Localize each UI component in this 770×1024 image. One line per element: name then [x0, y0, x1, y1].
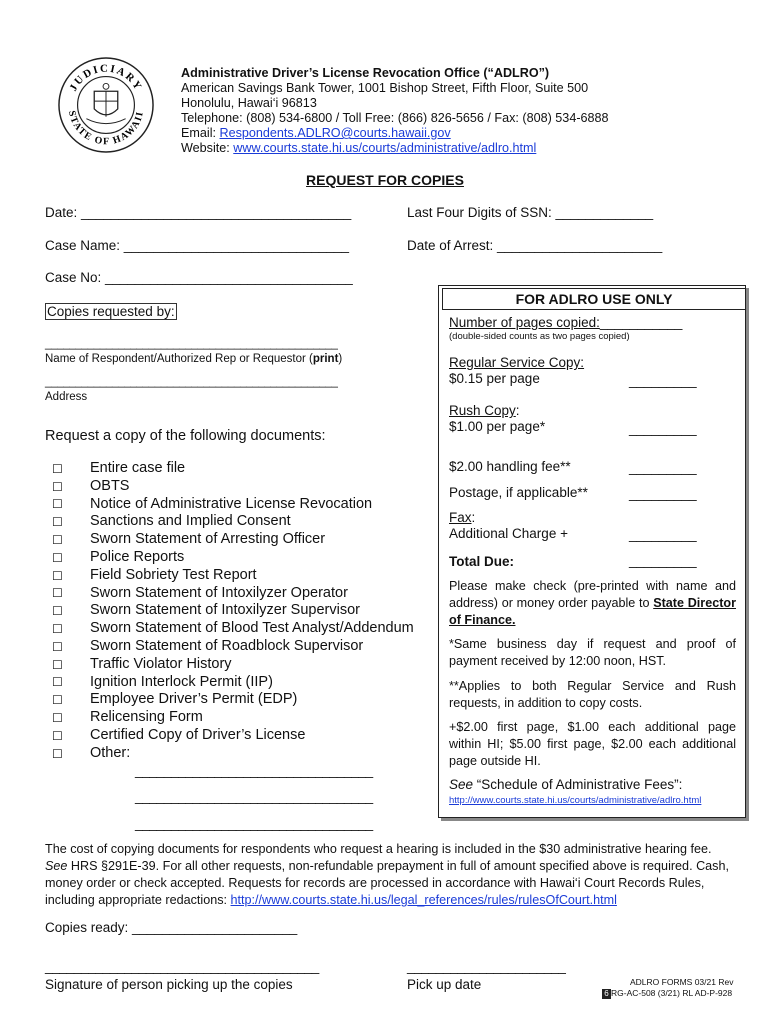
document-item-label: Sworn Statement of Intoxilyzer Supervisor [90, 602, 360, 619]
checkbox-icon[interactable]: ☐ [52, 586, 63, 601]
document-checklist-item[interactable] [52, 513, 414, 531]
form-title: REQUEST FOR COPIES [306, 172, 464, 188]
document-checklist-item[interactable] [52, 531, 414, 549]
regular-price: $0.15 per page [449, 371, 540, 386]
document-item-label: Traffic Violator History [90, 655, 232, 672]
pages-copied-label: Number of pages copied: [449, 315, 600, 330]
checkbox-icon[interactable]: ☐ [52, 479, 63, 494]
total-due-blank[interactable]: _________ [629, 553, 697, 568]
checkbox-icon[interactable]: ☐ [52, 711, 63, 726]
document-checklist-item[interactable] [52, 745, 414, 763]
document-checklist-item[interactable] [52, 656, 414, 674]
svg-text:STATE OF HAWAII: STATE OF HAWAII [65, 109, 147, 148]
postage-blank[interactable]: _________ [629, 486, 697, 501]
form-id-line1: ADLRO FORMS 03/21 Rev [630, 977, 734, 987]
other-line-3[interactable]: _________________________________ [135, 816, 373, 831]
website-label: Website: [181, 141, 234, 155]
document-checklist-item[interactable] [52, 567, 414, 585]
rush-label-row: Rush Copy: [449, 403, 520, 418]
regular-service-label: Regular Service Copy: [449, 355, 585, 370]
form-id-line2: 6 RG-AC-508 (3/21) RL AD-P-928 [602, 988, 732, 999]
handling-fee-blank[interactable]: _________ [629, 460, 697, 475]
document-item-label: Employee Driver’s Permit (EDP) [90, 691, 298, 708]
office-header [181, 66, 609, 156]
adlro-box-title: FOR ADLRO USE ONLY [442, 288, 746, 310]
date-field[interactable]: Date: ____________________________________ [45, 205, 352, 220]
document-checklist-item[interactable] [52, 496, 414, 514]
document-checklist-item[interactable] [52, 727, 414, 745]
rush-price: $1.00 per page* [449, 419, 546, 434]
document-item-label: OBTS [90, 477, 130, 494]
copies-requested-by-label: Copies requested by: [47, 304, 175, 319]
address-label: Address [45, 391, 88, 403]
document-item-label: Sworn Statement of Blood Test Analyst/Addendum [90, 620, 414, 637]
rules-url-link[interactable]: http://www.courts.state.hi.us/legal_references/rules/rulesOfCourt.html [230, 893, 617, 907]
document-checklist-item[interactable] [52, 709, 414, 727]
case-name-field[interactable]: Case Name: ______________________________ [45, 238, 350, 253]
document-item-label: Entire case file [90, 460, 186, 476]
payment-note: Please make check (pre-printed with name and address) or money order payable to State Director of Finance. [449, 579, 736, 627]
office-address-line2: Honolulu, Hawai‘i 96813 [181, 96, 317, 110]
checkbox-icon[interactable]: ☐ [52, 533, 63, 548]
signature-label: Signature of person picking up the copies [45, 977, 293, 992]
postage-label: Postage, if applicable** [449, 485, 588, 500]
checkbox-icon[interactable]: ☐ [52, 461, 63, 476]
document-checklist-item[interactable] [52, 691, 414, 709]
regular-blank[interactable]: _________ [629, 373, 697, 388]
document-item-label: Relicensing Form [90, 709, 203, 726]
documents-heading: Request a copy of the following documents: [45, 428, 326, 444]
applies-note: **Applies to both Regular Service and Rush requests, in addition to copy costs. [449, 679, 736, 710]
checkbox-icon[interactable]: ☐ [52, 568, 63, 583]
form-number-icon: 6 [602, 989, 611, 999]
checkbox-icon[interactable]: ☐ [52, 746, 63, 761]
document-item-label: Sworn Statement of Roadblock Supervisor [90, 637, 364, 654]
checkbox-icon[interactable]: ☐ [52, 639, 63, 654]
checkbox-icon[interactable]: ☐ [52, 622, 63, 637]
document-item-label: Certified Copy of Driver’s License [90, 726, 306, 743]
document-checklist-item[interactable] [52, 549, 414, 567]
document-checklist-item[interactable] [52, 478, 414, 496]
website-link[interactable]: www.courts.state.hi.us/courts/administrative/adlro.html [233, 141, 537, 155]
handling-fee-label: $2.00 handling fee** [449, 459, 571, 474]
checkbox-icon[interactable]: ☐ [52, 497, 63, 512]
checkbox-icon[interactable]: ☐ [52, 675, 63, 690]
office-email-row [181, 126, 609, 141]
document-checklist-item[interactable] [52, 602, 414, 620]
document-item-label: Police Reports [90, 548, 185, 565]
fees-url-link[interactable]: http://www.courts.state.hi.us/courts/administrative/adlro.html [449, 795, 702, 806]
other-line-1[interactable]: _________________________________ [135, 763, 373, 778]
document-item-label: Sworn Statement of Arresting Officer [90, 531, 326, 548]
document-checklist [52, 460, 414, 763]
document-checklist-item[interactable] [52, 620, 414, 638]
document-checklist-item[interactable] [52, 674, 414, 692]
checkbox-icon[interactable]: ☐ [52, 550, 63, 565]
document-item-label: Ignition Interlock Permit (IIP) [90, 673, 273, 690]
name-label: Name of Respondent/Authorized Rep or Requestor (print) [45, 353, 343, 365]
svg-text:JUDICIARY: JUDICIARY [67, 62, 145, 94]
cost-paragraph: The cost of copying documents for respondents who request a hearing is included in the $30 administrative hearing fee. See HRS §291E-39. For all other requests, non-refundable prepayment in full of amount specified above is required. Cash, money order or check accepted. Requests for records are processed in accordance with Hawai‘i Court Records Rules, including appropriate redactions: http://www.courts.state.hi.us/legal_references/rules/rulesOfCourt.html [45, 842, 729, 907]
email-label: Email: [181, 126, 220, 140]
document-checklist-item[interactable] [52, 460, 414, 478]
pages-note: (double-sided counts as two pages copied) [449, 331, 630, 342]
pages-copied-blank[interactable]: ___________ [599, 315, 683, 330]
same-day-note: *Same business day if request and proof of payment received by 12:00 noon, HST. [449, 637, 736, 668]
pickup-date-label: Pick up date [407, 977, 482, 992]
document-checklist-item[interactable] [52, 638, 414, 656]
checkbox-icon[interactable]: ☐ [52, 728, 63, 743]
checkbox-icon[interactable]: ☐ [52, 604, 63, 619]
ssn-field[interactable]: Last Four Digits of SSN: _____________ [407, 205, 654, 220]
document-checklist-item[interactable] [52, 585, 414, 603]
checkbox-icon[interactable]: ☐ [52, 515, 63, 530]
office-name: Administrative Driver’s License Revocation Office (“ADLRO”) [181, 66, 550, 80]
checkbox-icon[interactable]: ☐ [52, 657, 63, 672]
document-item-label: Sanctions and Implied Consent [90, 513, 291, 530]
case-no-field[interactable]: Case No: _________________________________ [45, 270, 353, 285]
office-website-row [181, 141, 609, 156]
document-item-label: Notice of Administrative License Revocation [90, 495, 373, 512]
address-line[interactable]: ________________________________________________ [45, 376, 338, 388]
pickup-date-line[interactable]: ______________________ [407, 959, 566, 974]
fax-blank[interactable]: _________ [629, 527, 697, 542]
arrest-date-field[interactable]: Date of Arrest: ______________________ [407, 238, 663, 253]
document-item-label: Field Sobriety Test Report [90, 566, 257, 583]
rush-blank[interactable]: _________ [629, 421, 697, 436]
schedule-note: See “Schedule of Administrative Fees”: [449, 777, 683, 792]
total-due-label: Total Due: [449, 554, 514, 569]
signature-line[interactable]: ______________________________________ [45, 959, 319, 974]
fax-charge-label: Additional Charge + [449, 526, 568, 541]
judiciary-seal-icon [57, 56, 155, 154]
other-line-2[interactable]: _________________________________ [135, 789, 373, 804]
fax-label-row: Fax: [449, 510, 476, 525]
copies-ready-field[interactable]: Copies ready: ______________________ [45, 920, 298, 935]
checkbox-icon[interactable]: ☐ [52, 693, 63, 708]
email-link[interactable]: Respondents.ADLRO@courts.hawaii.gov [219, 126, 451, 140]
office-telephone: Telephone: (808) 534-6800 / Toll Free: (866) 826-5656 / Fax: (808) 534-6888 [181, 111, 609, 125]
name-line[interactable]: ________________________________________________ [45, 338, 338, 350]
document-item-label: Sworn Statement of Intoxilyzer Operator [90, 584, 348, 601]
fax-note: +$2.00 first page, $1.00 each additional page within HI; $5.00 first page, $2.00 each additional page outside HI. [449, 720, 736, 768]
document-item-label: Other: [90, 744, 131, 761]
office-address-line1: American Savings Bank Tower, 1001 Bishop Street, Fifth Floor, Suite 500 [181, 81, 589, 95]
